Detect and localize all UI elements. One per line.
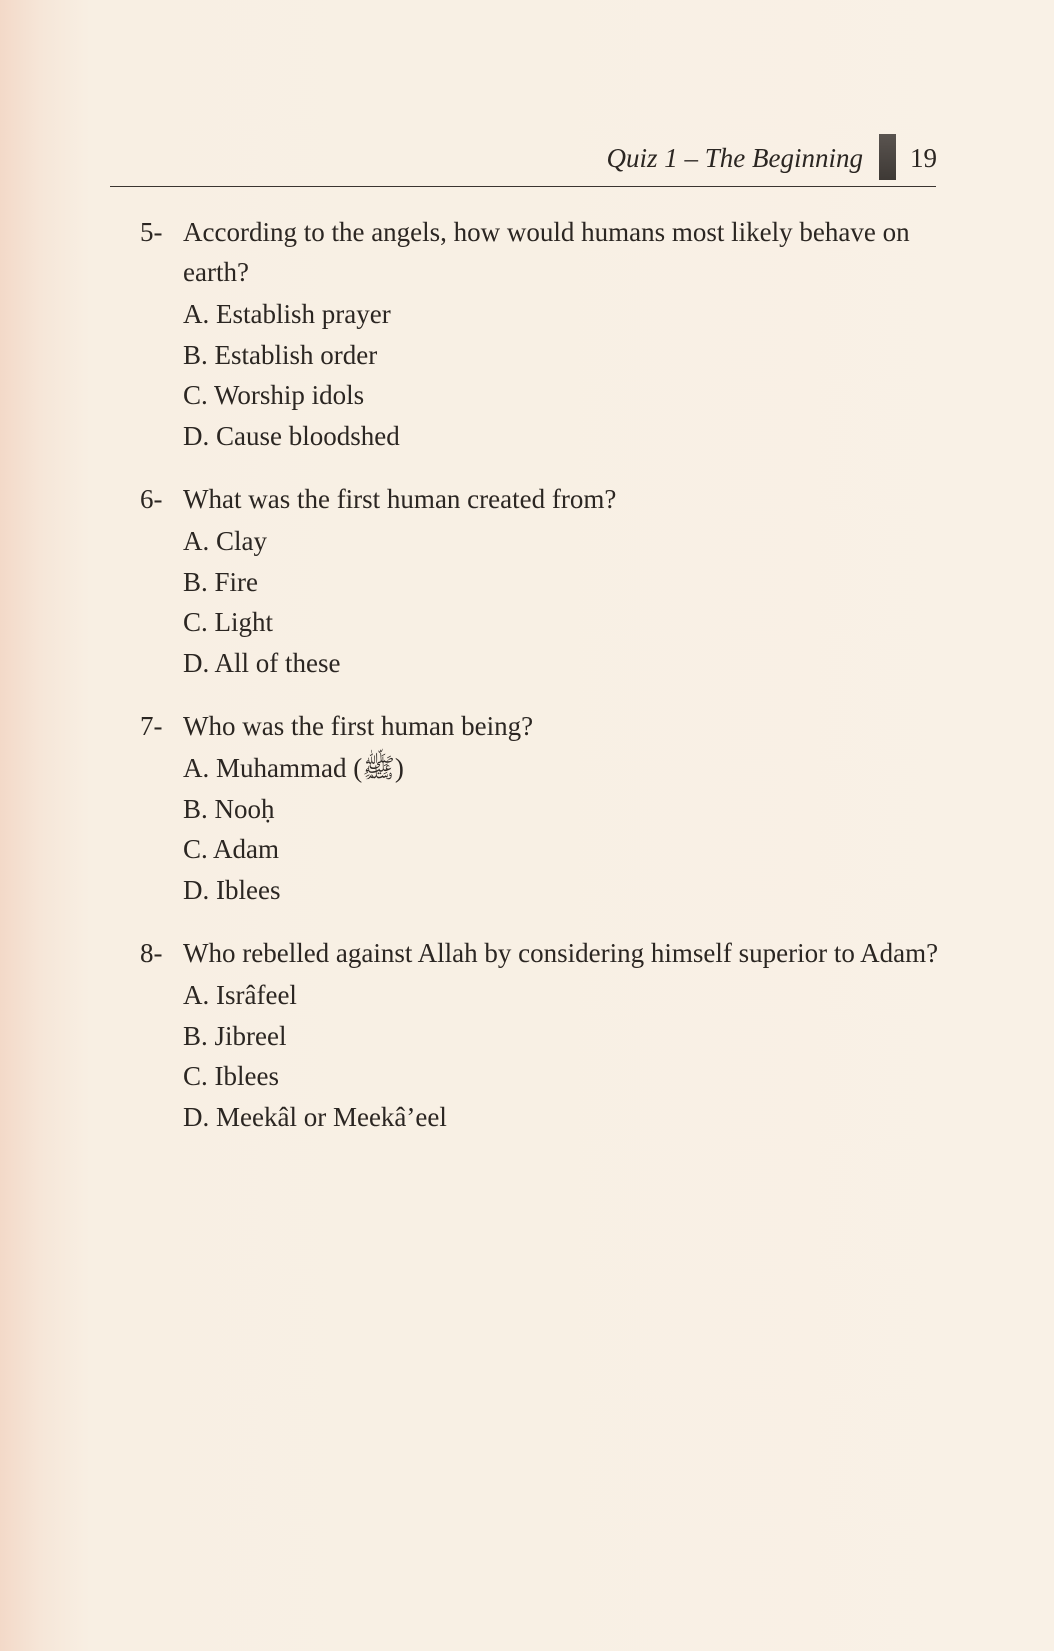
question-8	[140, 933, 940, 1137]
question-5	[140, 212, 940, 456]
answer-option: A. Establish prayer	[183, 299, 391, 329]
page-number: 19	[910, 143, 937, 173]
question-number: 6-	[140, 484, 163, 514]
running-head	[607, 136, 938, 180]
answer-options	[183, 748, 940, 910]
answer-option: B. Establish order	[183, 339, 378, 370]
answer-option: C. Light	[183, 607, 274, 637]
answer-option: B. Fire	[183, 566, 259, 597]
answer-option: A. Isrâfeel	[183, 980, 297, 1010]
answer-option: C. Iblees	[183, 1061, 279, 1091]
answer-options	[183, 975, 940, 1137]
answer-option: D. All of these	[183, 647, 341, 678]
answer-option: A. Clay	[183, 526, 267, 556]
answer-option: C. Adam	[183, 834, 280, 864]
answer-option: B. Nooḥ	[183, 793, 275, 824]
answer-options	[183, 521, 940, 683]
answer-option: D. Iblees	[183, 874, 281, 905]
question-number: 7-	[140, 711, 163, 741]
question-text: According to the angels, how would humans most likely behave on earth?	[183, 217, 910, 287]
header-bar-marker	[879, 134, 896, 180]
running-title: Quiz 1 – The Beginning	[606, 143, 863, 173]
answer-option: C. Worship idols	[183, 380, 365, 410]
answer-option: D. Cause bloodshed	[183, 420, 400, 451]
answer-options	[183, 294, 940, 456]
question-text: Who rebelled against Allah by considering himself superior to Adam?	[183, 938, 939, 968]
header-rule	[110, 186, 936, 187]
question-6	[140, 479, 940, 683]
question-list	[140, 212, 940, 1160]
answer-option: D. Meekâl or Meekâ’eel	[183, 1101, 447, 1132]
question-number: 5-	[140, 217, 163, 247]
question-text: Who was the first human being?	[183, 711, 534, 741]
question-number: 8-	[140, 938, 163, 968]
answer-option: B. Jibreel	[183, 1020, 287, 1051]
answer-option: A. Muhammad (ﷺ)	[183, 753, 404, 783]
question-text: What was the first human created from?	[183, 484, 617, 514]
question-7	[140, 706, 940, 910]
